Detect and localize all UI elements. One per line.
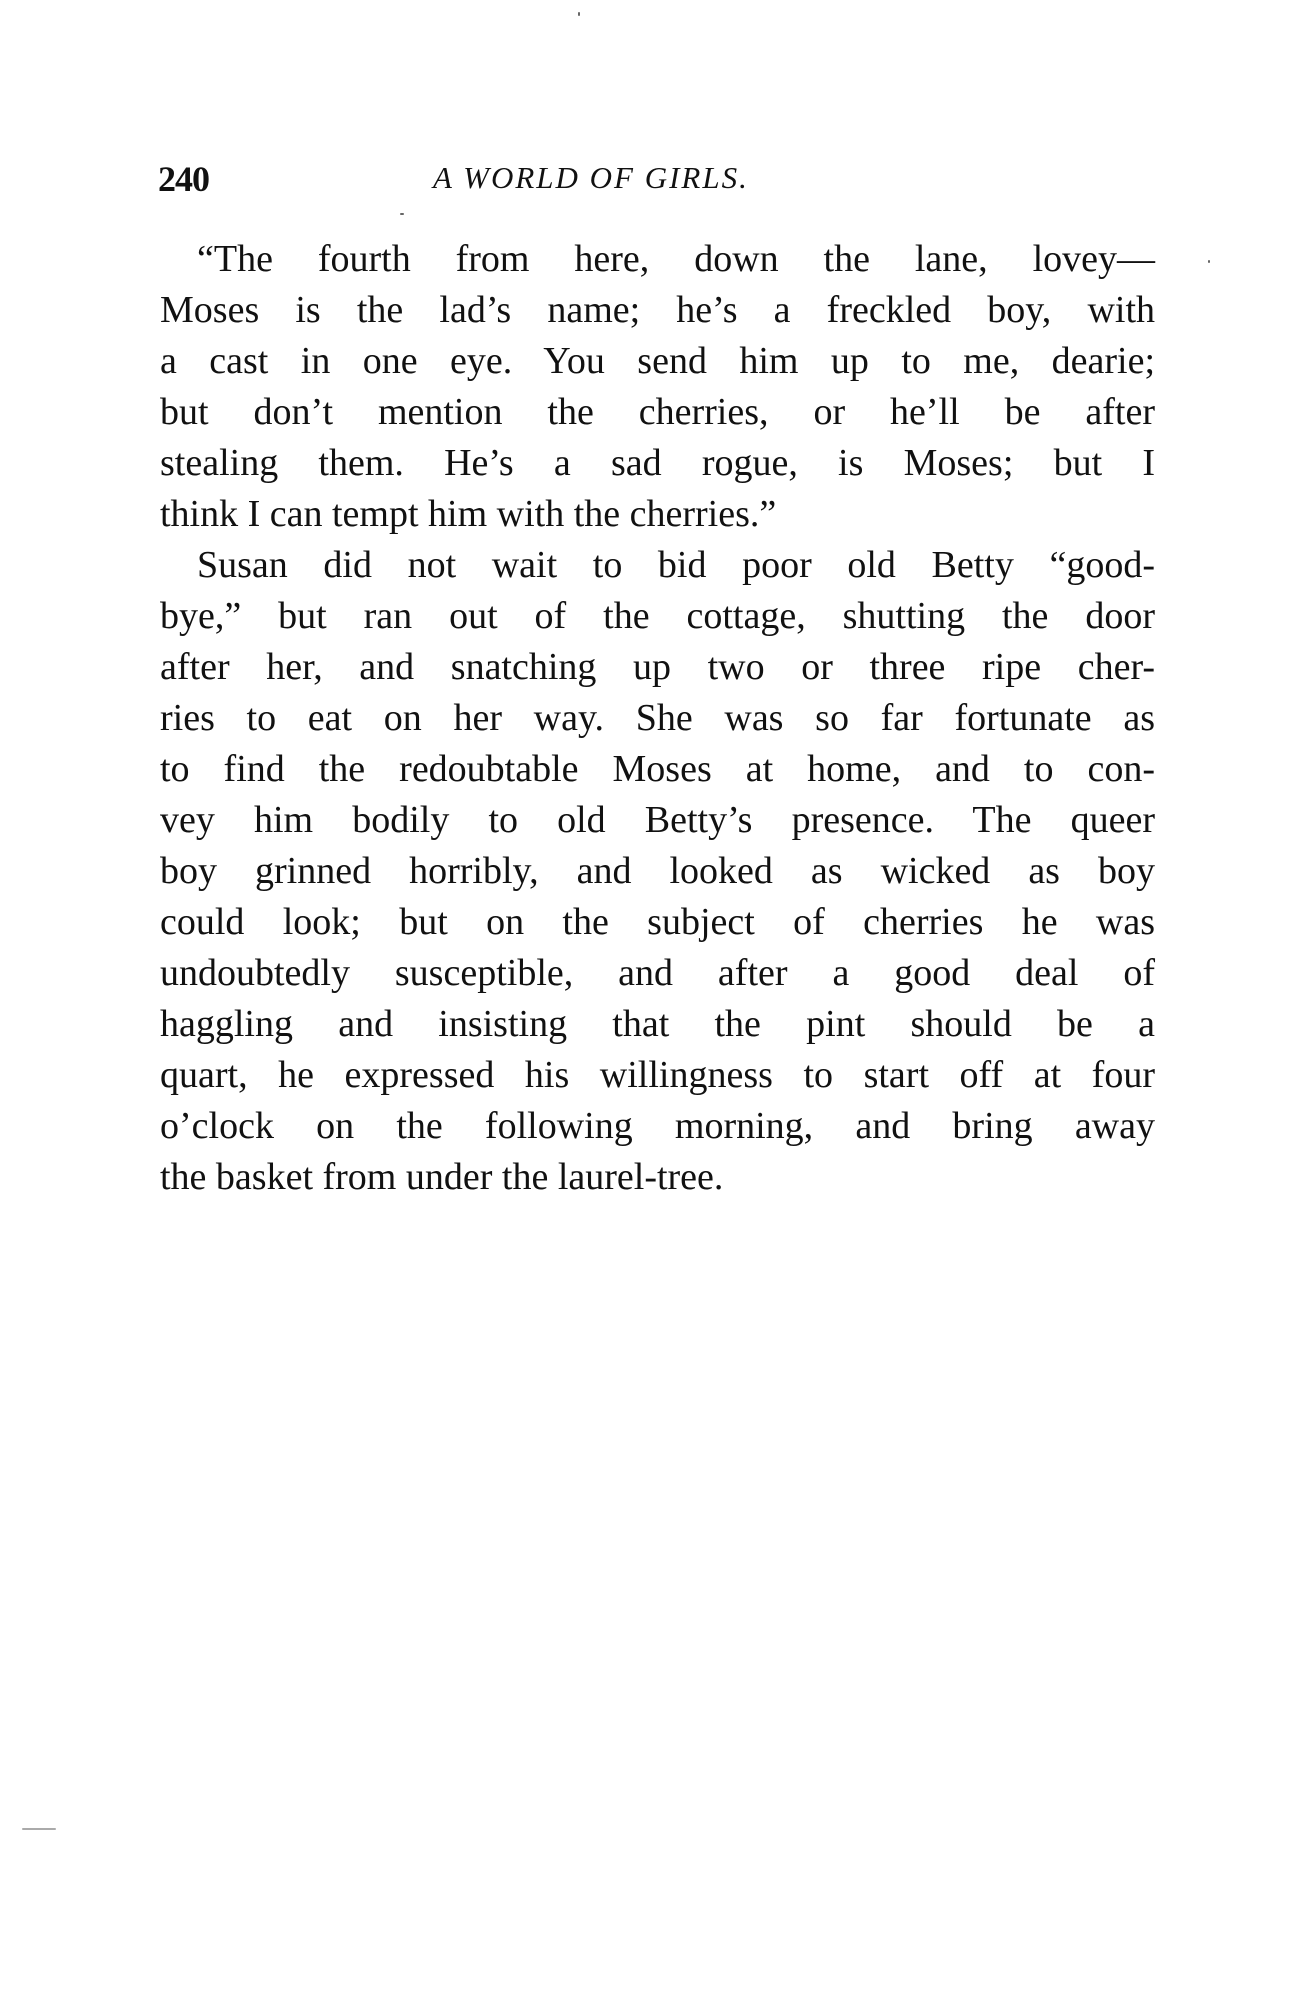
text-line: after her, and snatching up two or three ripe cher- [160,646,1155,688]
text-line: “The fourth from here, down the lane, lovey— [197,238,1155,280]
text-line: ries to eat on her way. She was so far fortunate as [160,697,1155,739]
text-line: Susan did not wait to bid poor old Betty “good- [197,544,1155,586]
scan-speck [400,213,404,215]
paragraph [160,234,1155,540]
text-line: the basket from under the laurel-tree. [160,1156,724,1198]
paragraph [160,540,1155,1203]
text-line: stealing them. He’s a sad rogue, is Moses; but I [160,442,1155,484]
text-line: vey him bodily to old Betty’s presence. The queer [160,799,1155,841]
text-line: o’clock on the following morning, and bring away [160,1105,1155,1147]
running-head [158,158,1155,202]
body-text [160,234,1155,1203]
running-title: A WORLD OF GIRLS. [433,160,749,195]
scan-speck [1208,260,1210,263]
scan-speck [578,12,580,16]
text-line: but don’t mention the cherries, or he’ll be after [160,391,1155,433]
scan-speck [22,1828,56,1830]
text-line: think I can tempt him with the cherries.” [160,493,777,535]
text-line: quart, he expressed his willingness to start off at four [160,1054,1155,1096]
text-line: haggling and insisting that the pint should be a [160,1003,1155,1045]
text-line: to find the redoubtable Moses at home, and to con- [160,748,1155,790]
text-line: boy grinned horribly, and looked as wicked as boy [160,850,1155,892]
text-line: a cast in one eye. You send him up to me, dearie; [160,340,1155,382]
text-line: Moses is the lad’s name; he’s a freckled boy, with [160,289,1155,331]
text-line: could look; but on the subject of cherries he was [160,901,1155,943]
page-number: 240 [158,159,209,199]
text-line: undoubtedly susceptible, and after a good deal of [160,952,1155,994]
text-line: bye,” but ran out of the cottage, shutting the door [160,595,1155,637]
